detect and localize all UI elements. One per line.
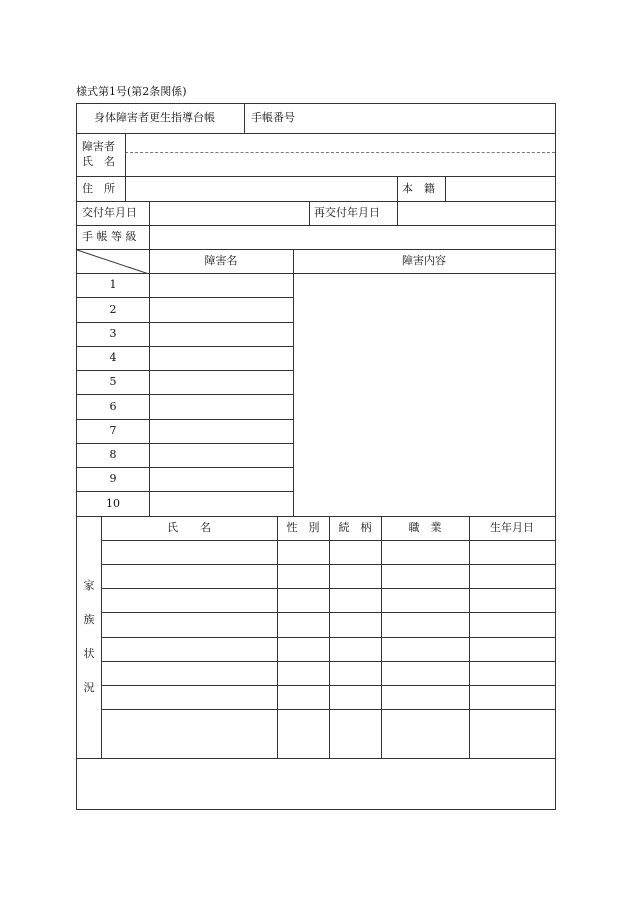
col-divider bbox=[149, 225, 150, 249]
disability-row-divider bbox=[77, 491, 293, 492]
family-row-divider bbox=[101, 564, 555, 565]
col-divider bbox=[101, 516, 102, 758]
family-birthdate-header: 生年月日 bbox=[490, 521, 534, 534]
disability-detail-header: 障害内容 bbox=[402, 254, 446, 267]
row-number: 8 bbox=[109, 448, 117, 461]
row-number: 1 bbox=[109, 278, 117, 291]
form-caption: 様式第1号(第2条関係) bbox=[76, 85, 187, 98]
disability-row-divider bbox=[77, 346, 293, 347]
col-divider bbox=[125, 133, 126, 201]
grade-label: 手 帳 等 級 bbox=[82, 230, 137, 243]
family-side-label-char: 族 bbox=[83, 613, 95, 626]
col-divider bbox=[149, 201, 150, 225]
col-divider bbox=[309, 201, 310, 225]
disability-row-divider bbox=[77, 443, 293, 444]
family-row-divider bbox=[101, 588, 555, 589]
family-row-divider bbox=[101, 637, 555, 638]
disability-name-header: 障害名 bbox=[204, 254, 238, 267]
family-row-divider bbox=[101, 540, 555, 541]
col-divider bbox=[149, 249, 150, 516]
disability-row-divider bbox=[77, 467, 293, 468]
domicile-label: 本 籍 bbox=[402, 182, 435, 195]
col-divider bbox=[469, 516, 470, 758]
disability-row-divider bbox=[77, 322, 293, 323]
family-side-label-char: 家 bbox=[83, 579, 95, 592]
family-sex-header: 性 別 bbox=[286, 521, 320, 534]
disability-row-divider bbox=[77, 394, 293, 395]
row-divider bbox=[77, 176, 555, 177]
disability-row-divider bbox=[77, 419, 293, 420]
col-divider bbox=[293, 249, 294, 516]
col-divider bbox=[397, 176, 398, 201]
col-divider bbox=[329, 516, 330, 758]
reissue-date-label: 再交付年月日 bbox=[314, 206, 380, 219]
family-row-divider bbox=[101, 661, 555, 662]
notebook-number-label: 手帳番号 bbox=[251, 111, 295, 124]
row-divider bbox=[77, 133, 555, 134]
row-number: 3 bbox=[109, 327, 117, 340]
row-number: 10 bbox=[106, 497, 120, 510]
address-label: 住 所 bbox=[82, 182, 115, 195]
row-number: 6 bbox=[109, 400, 117, 413]
ledger-title: 身体障害者更生指導台帳 bbox=[94, 111, 215, 124]
name-dashed-divider bbox=[125, 152, 555, 153]
name-label-line1: 障害者 bbox=[82, 140, 115, 153]
name-label-line2: 氏 名 bbox=[82, 155, 115, 168]
disability-row-divider bbox=[77, 370, 293, 371]
row-number: 9 bbox=[109, 472, 117, 485]
col-divider bbox=[244, 104, 245, 133]
col-divider bbox=[277, 516, 278, 758]
family-relation-header: 続 柄 bbox=[338, 521, 372, 534]
family-side-label-char: 状 bbox=[83, 647, 95, 660]
disability-row-divider bbox=[77, 297, 293, 298]
family-occupation-header: 職 業 bbox=[408, 521, 442, 534]
diagonal-corner-cell bbox=[77, 250, 149, 274]
row-number: 2 bbox=[109, 303, 117, 316]
family-row-divider bbox=[101, 685, 555, 686]
family-row-divider bbox=[101, 709, 555, 710]
ledger-form bbox=[76, 103, 556, 810]
family-side-label-char: 況 bbox=[83, 681, 95, 694]
col-divider bbox=[397, 201, 398, 225]
row-number: 4 bbox=[109, 351, 117, 364]
col-divider bbox=[445, 176, 446, 201]
family-row-divider bbox=[101, 612, 555, 613]
row-divider bbox=[77, 758, 555, 759]
col-divider bbox=[381, 516, 382, 758]
family-name-header: 氏 名 bbox=[167, 521, 211, 534]
row-number: 7 bbox=[109, 424, 117, 437]
row-number: 5 bbox=[109, 375, 117, 388]
row-divider bbox=[77, 516, 555, 517]
issue-date-label: 交付年月日 bbox=[82, 206, 137, 219]
